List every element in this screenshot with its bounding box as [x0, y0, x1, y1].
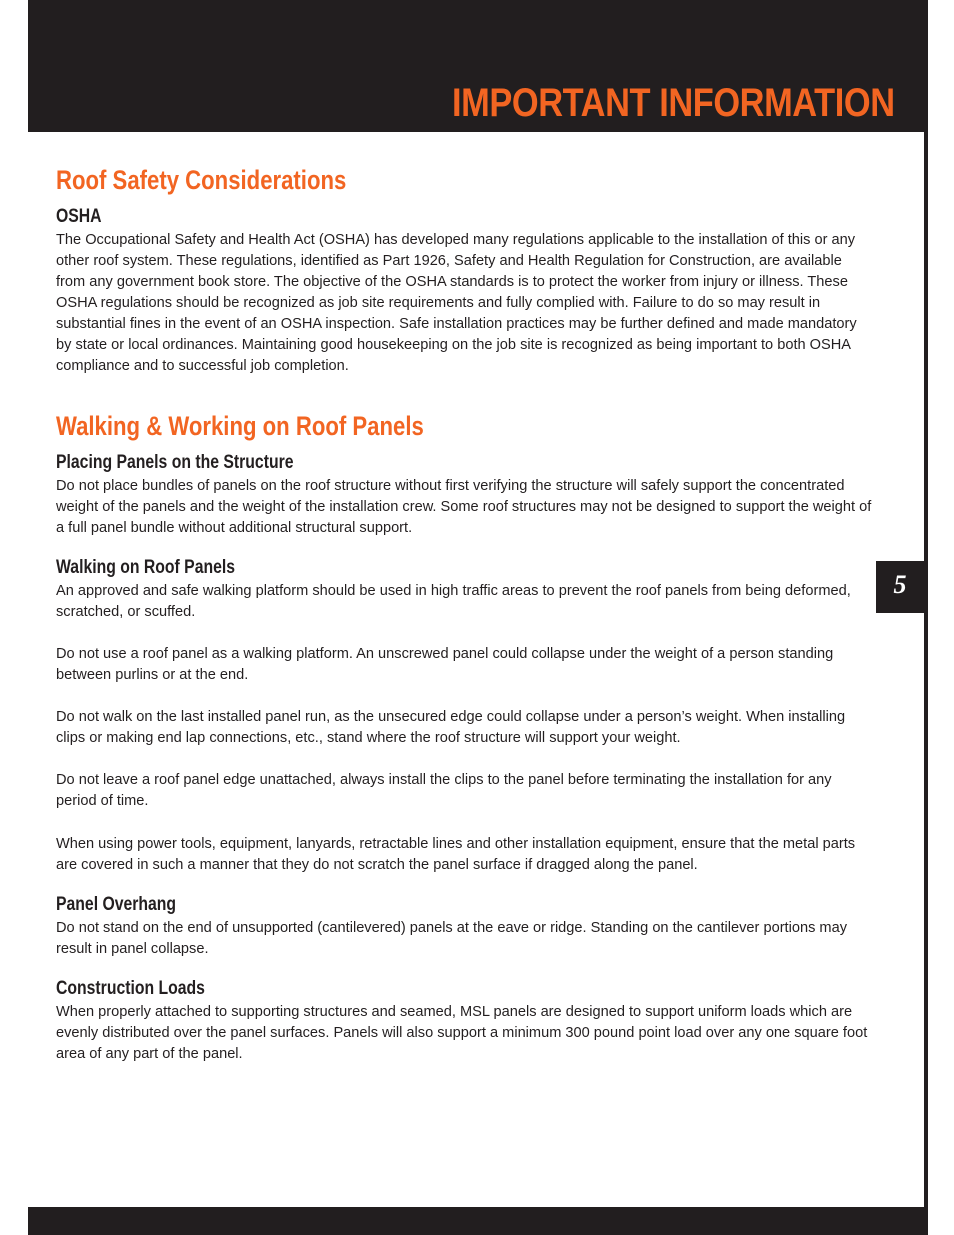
chapter-number: 5	[893, 570, 907, 599]
paragraph-walking-tools: When using power tools, equipment, lanyards, retractable lines and other installation equipment, ensure that the metal parts are covered in such a manner that they do not scratch the panel surface if dragged along the panel.	[56, 836, 856, 873]
section-title-walking-working: Walking & Working on Roof Panels	[56, 411, 424, 441]
subheading-osha: OSHA	[56, 206, 102, 227]
footer-bar	[28, 1207, 928, 1235]
paragraph-panel-overhang: Do not stand on the end of unsupported (cantilevered) panels at the eave or ridge. Standing on the cantilever portions may result in panel collapse.	[56, 920, 847, 957]
paragraph-walking-unscrewed: Do not use a roof panel as a walking platform. An unscrewed panel could collapse under the weight of a person standing between purlins or at the end.	[56, 646, 834, 683]
paragraph-walking-last-run: Do not walk on the last installed panel run, as the unsecured edge could collapse under a person’s weight. When installing clips or making end lap connections, etc., stand where the roof structure will support your weight.	[56, 709, 846, 746]
paragraph-walking-edge: Do not leave a roof panel edge unattached, always install the clips to the panel before terminating the installation for any period of time.	[56, 772, 832, 809]
section-title-roof-safety: Roof Safety Considerations	[56, 165, 347, 195]
paragraph-osha: The Occupational Safety and Health Act (OSHA) has developed many regulations applicable to the installation of this or any other roof system. These regulations, identified as Part 1926, Safety and Health Regulation for Construction, are available from any government book store. The objective of the OSHA standards is to protect the worker from injury or illness. These OSHA regulations should be recognized as job site requirements and fully complied with. Failure to do so may result in substantial fines in the event of an OSHA inspection. Safe installation practices may be further defined and made mandatory by state or local ordinances. Maintaining good housekeeping on the job site is recognized as being important to both OSHA compliance and to successful job completion.	[56, 232, 857, 374]
paragraph-walking-platform: An approved and safe walking platform should be used in high traffic areas to prevent the roof panels from being deformed, scratched, or scuffed.	[56, 583, 851, 620]
page-title: IMPORTANT INFORMATION	[452, 81, 895, 125]
subheading-construction-loads: Construction Loads	[56, 978, 205, 999]
subheading-panel-overhang: Panel Overhang	[56, 894, 177, 915]
subheading-placing-panels: Placing Panels on the Structure	[56, 452, 294, 473]
subheading-walking-on-panels: Walking on Roof Panels	[56, 557, 236, 578]
paragraph-placing-panels: Do not place bundles of panels on the roof structure without first verifying the structure will safely support the concentrated weight of the panels and the weight of the installation crew. Some roof structures may not be designed to support the weight of a full panel bundle without additional structural support.	[56, 478, 872, 536]
chapter-tab	[876, 561, 928, 613]
right-edge-rule	[924, 132, 928, 1207]
paragraph-construction-loads: When properly attached to supporting structures and seamed, MSL panels are designed to support uniform loads which are evenly distributed over the panel surfaces. Panels will also support a minimum 300 pound point load over any one square foot area of any part of the panel.	[56, 1004, 868, 1062]
